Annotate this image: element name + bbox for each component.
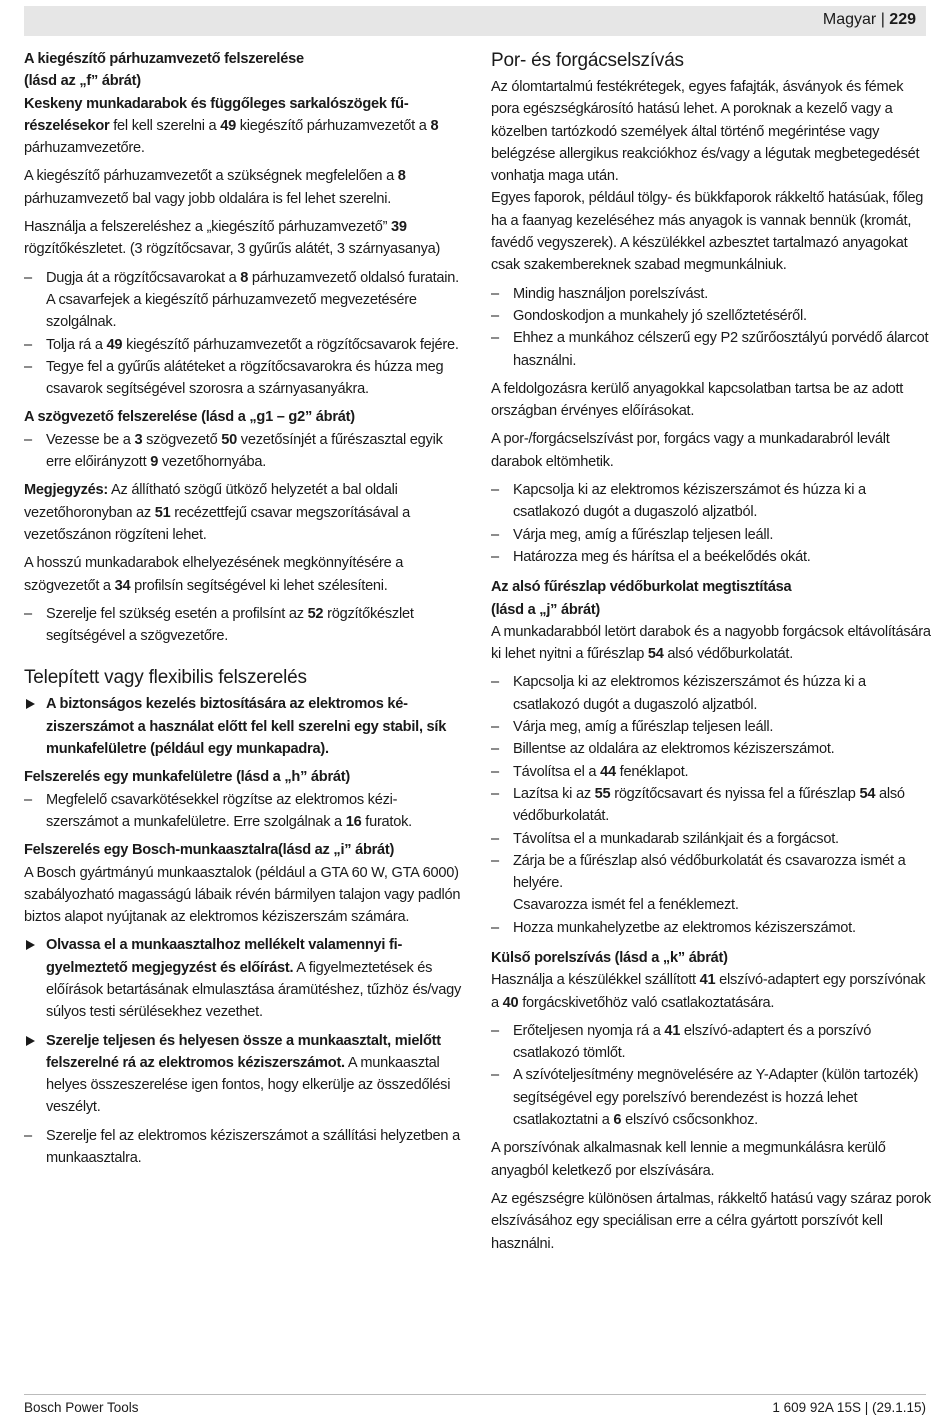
list-item: – Gondoskodjon a munkahely jó szellőztetéséről. xyxy=(491,305,931,327)
list-item: – Tolja rá a 49 kiegészítő párhuzamvezetőt a rögzítőcsavarok fejére. xyxy=(24,334,464,356)
paragraph: A Bosch gyártmányú munkaasztalok (például a GTA 60 W, GTA 6000) szabályozható magasságú lábaik révén bármilyen talajon vagy padlón biztos alapot nyújtanak az elektromos kéziszerszám számára. xyxy=(24,864,461,926)
list-item: – Billentse az oldalára az elektromos kéziszerszámot. xyxy=(491,738,931,760)
dash-list xyxy=(24,1125,464,1170)
dash-list xyxy=(491,671,931,939)
header-separator: | xyxy=(880,11,885,28)
dash-list xyxy=(491,283,931,372)
warning-item: Szerelje teljesen és helyesen össze a munkaasztalt, mielőtt felszerelné rá az elektromos kéziszerszámot. A munkaasztal helyes összeszerelése igen fontos, hogy elkerülje az összedőlési veszélyt. xyxy=(24,1030,464,1119)
list-item: – A szívóteljesítmény megnövelésére az Y-Adapter (külön tartozék) segítségével egy porelszívó berendezést is hozzá lehet csatlakoztatni a 6 elszívó csőcsonkhoz. xyxy=(491,1064,931,1131)
dash-list xyxy=(491,479,931,568)
dash-list xyxy=(24,603,464,648)
list-item: – Várja meg, amíg a fűrészlap teljesen leáll. xyxy=(491,524,931,546)
triangle-bullet-icon xyxy=(26,1036,35,1046)
note-paragraph: Megjegyzés: Az állítható szögű ütköző helyzetét a bal oldali vezetőhoronyban az 51 recézettfejű csavar megszorításával a vezetőszánon rögzíteni lehet. xyxy=(24,482,410,543)
section-title: A szögvezető felszerelése (lásd a „g1 – g2” ábrát) xyxy=(24,409,355,426)
left-column xyxy=(24,48,464,1175)
paragraph: Használja a készülékkel szállított 41 elszívó-adaptert egy porszívónak a 40 forgácskivetőhöz való csatlakoztatására. xyxy=(491,972,926,1011)
list-item: – Zárja be a fűrészlap alsó védőburkolatát és csavarozza ismét a helyére. xyxy=(491,850,931,895)
footer-divider xyxy=(24,1394,926,1395)
paragraph: Használja a felszereléshez a „kiegészítő párhuzamvezető” 39 rögzítőkészletet. (3 rögzítőcsavar, 3 gyűrűs alátét, 3 szárnyasanya) xyxy=(24,219,441,258)
paragraph: A hosszú munkadarabok elhelyezésének megkönnyítésére a szögvezetőt a 34 profilsín segítségével ki lehet szélesíteni. xyxy=(24,555,404,594)
list-item: – Ehhez a munkához célszerű egy P2 szűrőosztályú porvédő álarcot használni. xyxy=(491,327,931,372)
triangle-bullet-icon xyxy=(26,940,35,950)
warning-item: A biztonságos kezelés biztosítására az elektromos kéziszerszámot a használat előtt fel kell szerelni egy stabil, sík munkafelületre (például egy munkapadra). xyxy=(24,693,464,760)
paragraph: A porszívónak alkalmasnak kell lennie a megmunkálásra kerülő anyagból keletkező por elszívására. xyxy=(491,1140,886,1179)
right-column xyxy=(491,48,931,1261)
list-item: – Erőteljesen nyomja rá a 41 elszívó-adaptert és a porszívó csatlakozó tömlőt. xyxy=(491,1020,931,1065)
list-item-continuation: Csavarozza ismét fel a fenéklemezt. xyxy=(513,897,739,914)
warning-item: Olvassa el a munkaasztalhoz mellékelt valamennyi figyelmeztető megjegyzést és előírást. A figyelmeztetések és előírások betartásának elmulasztása áramütéshez, tűzhöz és/vagy súlyos testi sérülésekhez vezethet. xyxy=(24,934,464,1023)
list-item: – Kapcsolja ki az elektromos kéziszerszámot és húzza ki a csatlakozó dugót a dugaszoló aljzatból. xyxy=(491,479,931,524)
paragraph: Az egészségre különösen ártalmas, rákkeltő hatású vagy száraz porok elszívásához egy speciálisan erre a célra gyártott porszívót kell használni. xyxy=(491,1190,931,1252)
paragraph: Egyes faporok, például tölgy- és bükkfaporok rákkeltő hatásúak, főleg ha a faanyag kezeléséhez más anyagok is vannak bennük (kromát, favédő vegyszerek). A készülékkel azbesztet tartalmazó anyagokat csak szakembereknek szabad megmunkálniuk. xyxy=(491,190,924,274)
list-item: – Szerelje fel szükség esetén a profilsínt az 52 rögzítőkészlet segítségével a szögvezetőre. xyxy=(24,603,464,648)
list-item: – Megfelelő csavarkötésekkel rögzítse az elektromos kéziszerszámot a munkafelületre. Erre szolgálnak a 16 furatok. xyxy=(24,789,464,834)
paragraph: Keskeny munkadarabok és függőleges sarkalószögek fűrészelésekor fel kell szerelni a 49 kiegészítő párhuzamvezetőt a 8 párhuzamvezetőre. xyxy=(24,95,439,157)
list-item-continuation: A csavarfejek a kiegészítő párhuzamvezető megvezetésére szolgálnak. xyxy=(46,291,417,331)
section-title: Külső porelszívás (lásd a „k” ábrát) xyxy=(491,949,728,966)
page-number: 229 xyxy=(889,11,916,28)
section-title: Az alsó fűrészlap védőburkolat megtisztítása (lásd a „j” ábrát) xyxy=(491,579,792,618)
section-title: Felszerelés egy Bosch-munkaasztalra(lásd az „i” ábrát) xyxy=(24,842,395,859)
header-text xyxy=(823,11,916,29)
paragraph: Az ólomtartalmú festékrétegek, egyes fafajták, ásványok és fémek pora egészségkárosító hatású lehet. A poroknak a kezelő vagy a közelben tartózkodó személyek által történő megérintése vagy belégzése allergikus reakciókhoz és/vagy a légutak megbetegedését vonhatja maga után. xyxy=(491,79,920,185)
list-item: – Várja meg, amíg a fűrészlap teljesen leáll. xyxy=(491,716,931,738)
list-item: – Határozza meg és hárítsa el a beékelődés okát. xyxy=(491,546,931,568)
header-language: Magyar xyxy=(822,11,877,28)
paragraph: A feldolgozásra kerülő anyagokkal kapcsolatban tartsa be az adott országban érvényes előírásokat. xyxy=(491,380,904,420)
paragraph: A munkadarabból letört darabok és a nagyobb forgácsok eltávolítására ki lehet nyitni a fűrészlap 54 alsó védőburkolatát. xyxy=(491,623,931,663)
dash-list xyxy=(491,1020,931,1131)
section-heading: Por- és forgácselszívás xyxy=(491,50,684,71)
list-item: – Távolítsa el a munkadarab szilánkjait és a forgácsot. xyxy=(491,828,931,850)
section-title: A kiegészítő párhuzamvezető felszerelése (lásd az „f” ábrát) xyxy=(24,51,304,90)
section-title: Felszerelés egy munkafelületre (lásd a „h” ábrát) xyxy=(24,769,350,786)
page-header xyxy=(24,6,926,36)
list-item: – Szerelje fel az elektromos kéziszerszámot a szállítási helyzetben a munkaasztalra. xyxy=(24,1125,464,1170)
footer-brand: Bosch Power Tools xyxy=(24,1400,139,1415)
paragraph: A kiegészítő párhuzamvezetőt a szükségnek megfelelően a 8 párhuzamvezető bal vagy jobb oldalára is fel lehet szerelni. xyxy=(24,168,406,207)
list-item: – Hozza munkahelyzetbe az elektromos kéziszerszámot. xyxy=(491,917,931,939)
paragraph: A por-/forgácselszívást por, forgács vagy a munkadarabról levált darabok eltömhetik. xyxy=(491,431,890,470)
footer-doc-id: 1 609 92A 15S | (29.1.15) xyxy=(772,1400,926,1415)
dash-list xyxy=(24,789,464,834)
list-item: – Dugja át a rögzítőcsavarokat a 8 párhuzamvezető oldalsó furatain. xyxy=(24,267,464,289)
list-item: – Távolítsa el a 44 fenéklapot. xyxy=(491,761,931,783)
list-item: – Mindig használjon porelszívást. xyxy=(491,283,931,305)
list-item: – Tegye fel a gyűrűs alátéteket a rögzítőcsavarokra és húzza meg csavarok segítségével szorosra a szárnyasanyákra. xyxy=(24,356,464,401)
list-item: – Vezesse be a 3 szögvezető 50 vezetősínjét a fűrészasztal egyik erre előirányzott 9 vezetőhornyába. xyxy=(24,429,464,474)
dash-list xyxy=(24,267,464,401)
list-item: – Lazítsa ki az 55 rögzítőcsavart és nyissa fel a fűrészlap 54 alsó védőburkolatát. xyxy=(491,783,931,828)
list-item: – Kapcsolja ki az elektromos kéziszerszámot és húzza ki a csatlakozó dugót a dugaszoló aljzatból. xyxy=(491,671,931,716)
dash-list xyxy=(24,429,464,474)
triangle-bullet-icon xyxy=(26,699,35,709)
section-heading: Telepített vagy flexibilis felszerelés xyxy=(24,667,307,689)
